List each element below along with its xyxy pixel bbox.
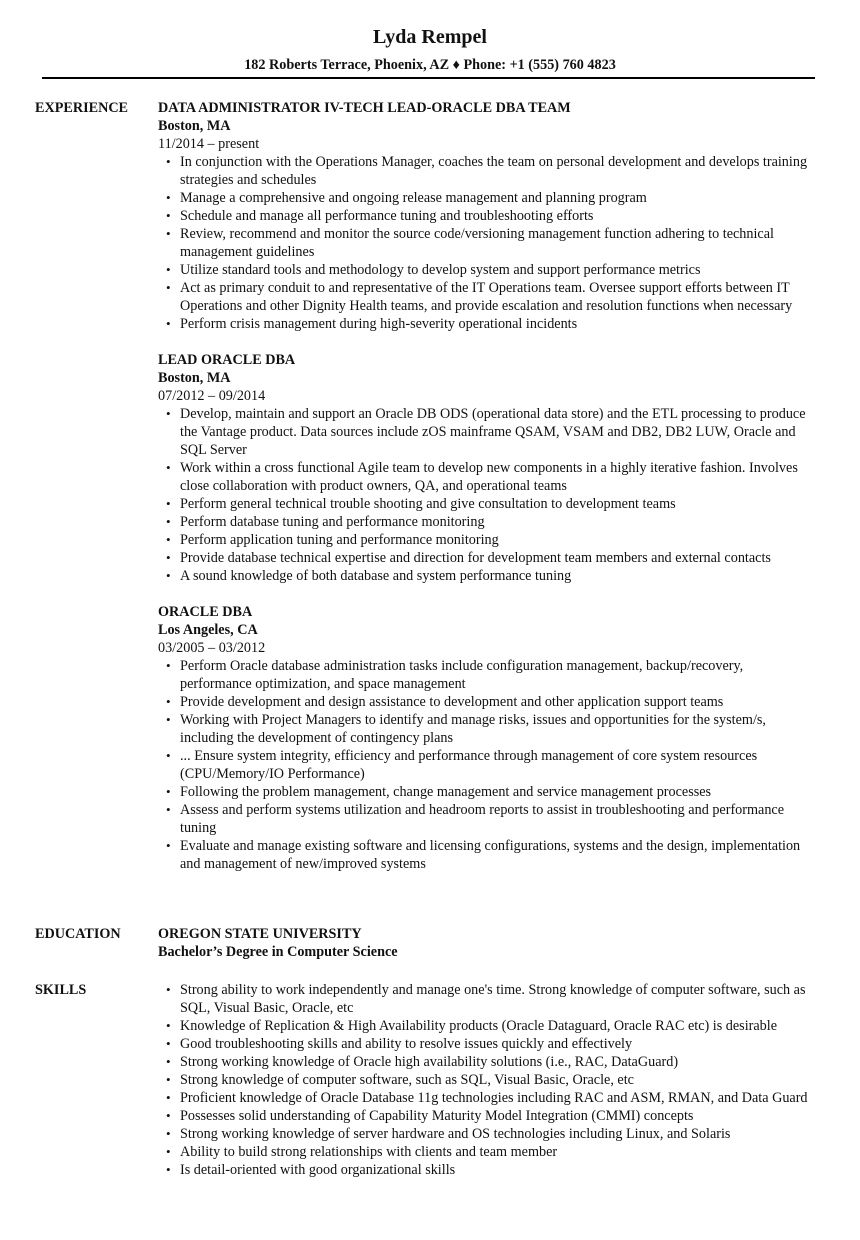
bullet-item: • Perform Oracle database administration tasks include configuration management, backup/recovery, performance optimization, and space management [180,657,818,693]
job-entry [158,99,818,333]
bullet-item: • Work within a cross functional Agile team to develop new components in a highly iterative fashion. Involves close collaboration with product owners, QA, and operational teams [180,459,818,495]
skill-item: • Ability to build strong relationships with clients and team member [180,1143,818,1161]
bullet-item: • Perform crisis management during high-severity operational incidents [180,315,818,333]
job-location: Boston, MA [158,370,231,386]
bullet-item: • Utilize standard tools and methodology to develop system and support performance metrics [180,261,818,279]
resume-header [0,0,860,79]
bullet-item: • Manage a comprehensive and ongoing release management and planning program [180,189,818,207]
section-label-skills: SKILLS [35,982,87,998]
skills-list-container [158,981,818,1179]
job-dates: 03/2005 – 03/2012 [158,640,266,656]
skill-item: • Strong working knowledge of server hardware and OS technologies including Linux, and Solaris [180,1125,818,1143]
education-entry [158,925,818,961]
skill-item: • Knowledge of Replication & High Availability products (Oracle Dataguard, Oracle RAC etc) is desirable [180,1017,818,1035]
contact-line [0,56,860,74]
experience-list [158,99,818,891]
header-divider [42,77,815,79]
job-bullets [158,153,818,333]
section-label-experience: EXPERIENCE [35,100,129,116]
skills-list [158,981,818,1179]
job-title: ORACLE DBA [158,604,253,620]
bullet-item: • Develop, maintain and support an Oracle DB ODS (operational data store) and the ETL processing to produce the Vantage product. Data sources include zOS mainframe QSAM, VSAM and DB2, DB2 LUW, Oracle and SQL Server [180,405,818,459]
degree: Bachelor’s Degree in Computer Science [158,944,398,960]
bullet-item: • Assess and perform systems utilization and headroom reports to assist in troubleshooting and performance tuning [180,801,818,837]
job-title: DATA ADMINISTRATOR IV-TECH LEAD-ORACLE DBA TEAM [158,100,571,116]
job-entry [158,351,818,585]
job-bullets [158,657,818,873]
phone: Phone: +1 (555) 760 4823 [463,57,616,73]
address: 182 Roberts Terrace, Phoenix, AZ [244,57,450,73]
skill-item: • Good troubleshooting skills and ability to resolve issues quickly and effectively [180,1035,818,1053]
job-entry [158,603,818,873]
job-location: Los Angeles, CA [158,622,258,638]
bullet-item: • Working with Project Managers to identify and manage risks, issues and opportunities for the system/s, including the development of contingency plans [180,711,818,747]
school-name: OREGON STATE UNIVERSITY [158,926,362,942]
skill-item: • Strong ability to work independently and manage one's time. Strong knowledge of computer software, such as SQL, Visual Basic, Oracle, etc [180,981,818,1017]
bullet-item: • Review, recommend and monitor the source code/versioning management function adhering to technical management guidelines [180,225,818,261]
bullet-item: • In conjunction with the Operations Manager, coaches the team on personal development and develops training strategies and schedules [180,153,818,189]
bullet-item: • Act as primary conduit to and representative of the IT Operations team. Oversee support efforts between IT Operations and other Dignity Health teams, and provide escalation and resolution functions when necessary [180,279,818,315]
job-dates: 07/2012 – 09/2014 [158,388,266,404]
diamond-separator-icon: ♦ [452,57,460,73]
bullet-item: • Perform general technical trouble shooting and give consultation to development teams [180,495,818,513]
skill-item: • Strong knowledge of computer software, such as SQL, Visual Basic, Oracle, etc [180,1071,818,1089]
bullet-item: • Provide development and design assistance to development and other application support teams [180,693,818,711]
bullet-item: • Provide database technical expertise and direction for development team members and external contacts [180,549,818,567]
bullet-item: • A sound knowledge of both database and system performance tuning [180,567,818,585]
skill-item: • Proficient knowledge of Oracle Database 11g technologies including RAC and ASM, RMAN, and Data Guard [180,1089,818,1107]
job-location: Boston, MA [158,118,231,134]
bullet-item: • Perform database tuning and performance monitoring [180,513,818,531]
candidate-name: Lyda Rempel [373,26,487,48]
bullet-item: • Perform application tuning and performance monitoring [180,531,818,549]
skill-item: • Is detail-oriented with good organizational skills [180,1161,818,1179]
job-bullets [158,405,818,585]
job-title: LEAD ORACLE DBA [158,352,296,368]
bullet-item: • Schedule and manage all performance tuning and troubleshooting efforts [180,207,818,225]
skill-item: • Strong working knowledge of Oracle high availability solutions (i.e., RAC, DataGuard) [180,1053,818,1071]
bullet-item: • Evaluate and manage existing software and licensing configurations, systems and the design, implementation and management of new/improved systems [180,837,818,873]
bullet-item: • ... Ensure system integrity, efficiency and performance through management of core system resources (CPU/Memory/IO Performance) [180,747,818,783]
skill-item: • Possesses solid understanding of Capability Maturity Model Integration (CMMI) concepts [180,1107,818,1125]
job-dates: 11/2014 – present [158,136,260,152]
bullet-item: • Following the problem management, change management and service management processes [180,783,818,801]
section-label-education: EDUCATION [35,926,121,942]
